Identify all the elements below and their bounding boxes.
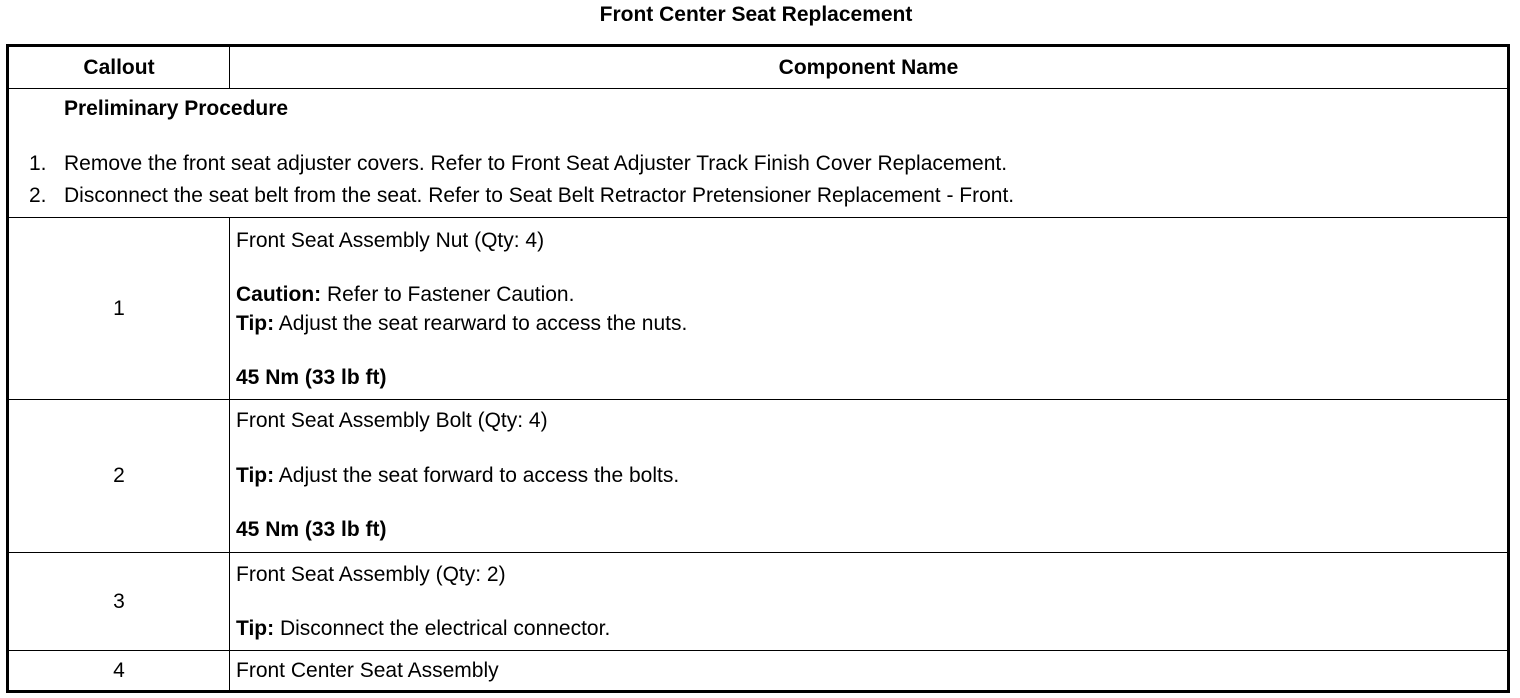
caution-label: Caution: bbox=[236, 283, 322, 306]
table-row bbox=[8, 218, 1509, 400]
procedure-table bbox=[6, 44, 1510, 693]
table-row bbox=[8, 400, 1509, 553]
header-callout: Callout bbox=[8, 46, 230, 89]
preliminary-cell bbox=[8, 89, 1509, 218]
callout-number: 1 bbox=[8, 218, 230, 400]
callout-number: 3 bbox=[8, 553, 230, 651]
page-title: Front Center Seat Replacement bbox=[599, 3, 913, 26]
tip-line bbox=[236, 616, 610, 642]
preliminary-heading: Preliminary Procedure bbox=[64, 97, 289, 120]
preliminary-step bbox=[29, 183, 1014, 209]
callout-number: 4 bbox=[8, 651, 230, 692]
torque-spec: 45 Nm (33 lb ft) bbox=[236, 518, 387, 541]
component-name: Front Center Seat Assembly bbox=[236, 658, 499, 682]
callout-number: 2 bbox=[8, 400, 230, 553]
torque-spec: 45 Nm (33 lb ft) bbox=[236, 366, 387, 389]
component-name: Front Seat Assembly Nut (Qty: 4) bbox=[236, 229, 545, 252]
step-number: 1. bbox=[29, 152, 47, 175]
tip-label: Tip: bbox=[236, 464, 275, 487]
component-cell bbox=[230, 400, 1509, 553]
tip-line bbox=[236, 463, 679, 489]
component-name: Front Seat Assembly (Qty: 2) bbox=[236, 563, 506, 586]
component-cell bbox=[230, 651, 1509, 692]
tip-label: Tip: bbox=[236, 312, 275, 335]
step-text: Remove the front seat adjuster covers. Refer to Front Seat Adjuster Track Finish Cover Replacement. bbox=[64, 152, 1008, 175]
caution-text: Refer to Fastener Caution. bbox=[321, 283, 575, 306]
caution-line bbox=[236, 282, 574, 308]
tip-text: Adjust the seat forward to access the bolts. bbox=[274, 464, 680, 487]
component-cell bbox=[230, 553, 1509, 651]
tip-text: Adjust the seat rearward to access the nuts. bbox=[274, 312, 688, 335]
tip-line bbox=[236, 311, 687, 337]
preliminary-row bbox=[8, 89, 1509, 218]
table-row bbox=[8, 553, 1509, 651]
step-text: Disconnect the seat belt from the seat. Refer to Seat Belt Retractor Pretensioner Replacement - Front. bbox=[64, 184, 1015, 207]
header-component-name: Component Name bbox=[230, 46, 1509, 89]
component-cell bbox=[230, 218, 1509, 400]
table-header-row bbox=[8, 46, 1509, 89]
step-number: 2. bbox=[29, 184, 47, 207]
component-name: Front Seat Assembly Bolt (Qty: 4) bbox=[236, 409, 548, 432]
preliminary-step bbox=[29, 151, 1007, 177]
tip-text: Disconnect the electrical connector. bbox=[274, 617, 611, 640]
tip-label: Tip: bbox=[236, 617, 275, 640]
table-row bbox=[8, 651, 1509, 692]
